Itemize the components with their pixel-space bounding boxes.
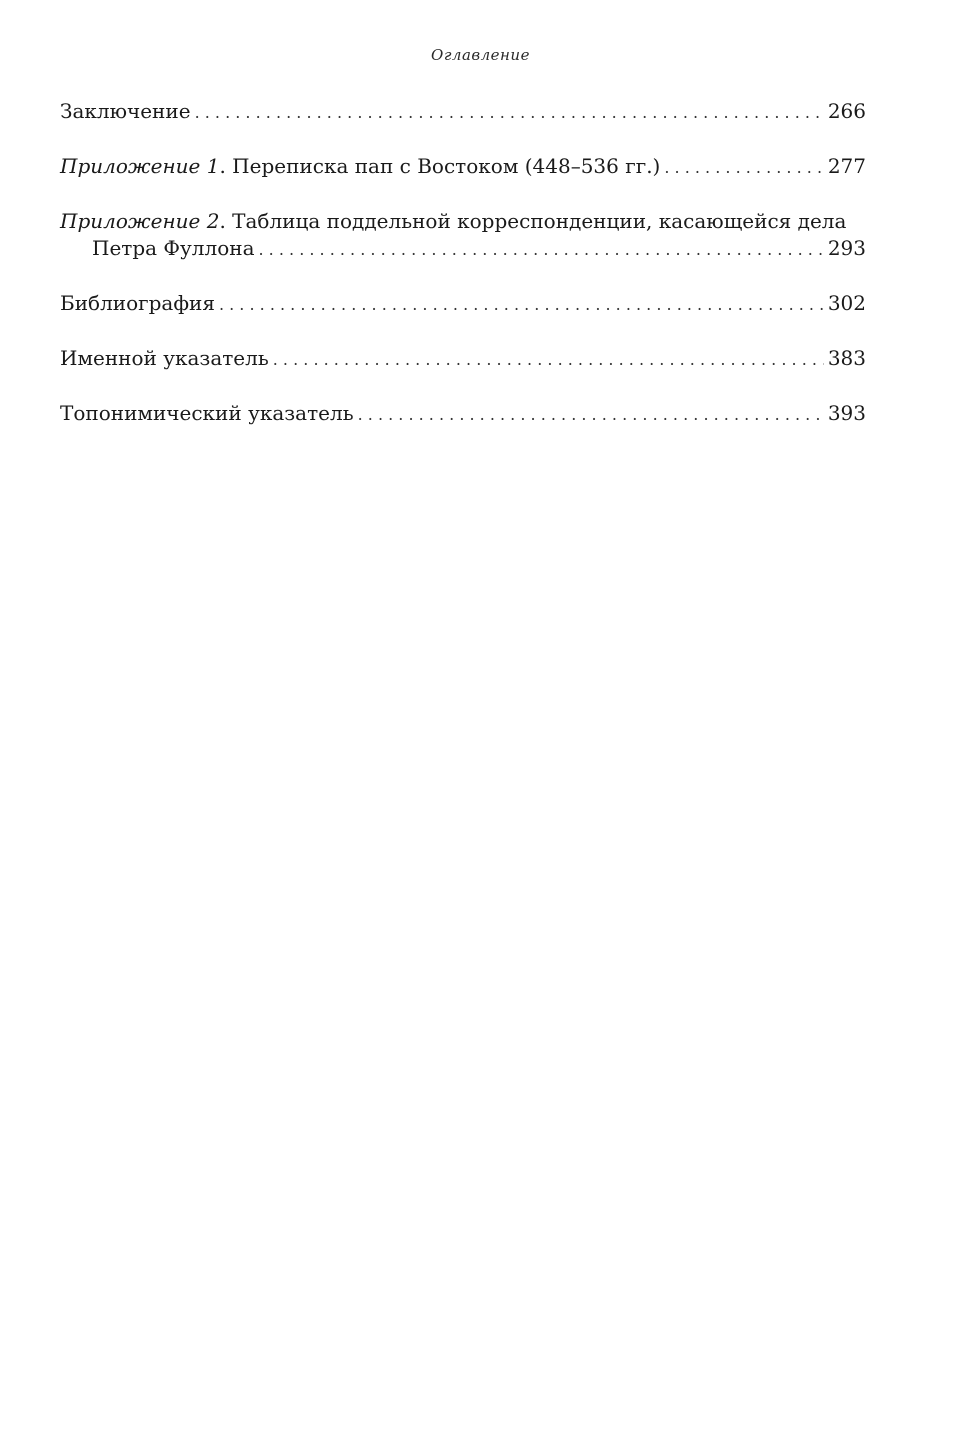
toc-line <box>60 208 866 235</box>
toc-entry-conclusion <box>60 98 866 126</box>
dot-leader <box>664 154 823 181</box>
running-head: Оглавление <box>431 46 530 64</box>
toc-entry-title: . Таблица поддельной корреспонденции, касающейся дела <box>219 209 847 233</box>
dot-leader <box>219 291 824 318</box>
toc-page-number: 302 <box>827 291 866 315</box>
toc-line <box>60 345 866 373</box>
toc-entry-bibliography <box>60 290 866 318</box>
dot-leader <box>195 99 824 126</box>
toc-entry-prefix: Приложение 1 <box>60 154 220 178</box>
toc-entry-label <box>60 208 846 235</box>
toc-page-number: 293 <box>827 236 866 260</box>
toc-entry-name-index <box>60 345 866 373</box>
toc-entry-label <box>60 153 660 180</box>
toc-page-number: 383 <box>827 346 866 370</box>
toc-entry-title: Топонимический указатель <box>60 401 354 425</box>
toc-entry-title: Заключение <box>60 99 191 123</box>
toc-entry-appendix-2 <box>60 208 866 263</box>
toc-line <box>60 400 866 428</box>
dot-leader <box>358 401 824 428</box>
toc-entry-prefix: Приложение 2 <box>60 209 220 233</box>
toc-entry-title: . Переписка пап с Востоком (448–536 гг.) <box>219 154 661 178</box>
toc-page-number: 393 <box>827 401 866 425</box>
toc-entry-title: Именной указатель <box>60 346 269 370</box>
toc-line <box>60 98 866 126</box>
toc-page-number: 277 <box>827 154 866 178</box>
toc-page-number: 266 <box>827 99 866 123</box>
toc-entry-appendix-1 <box>60 153 866 181</box>
toc-entry-place-index <box>60 400 866 428</box>
toc-entry-title: Библиография <box>60 291 215 315</box>
toc-line-continuation <box>60 235 866 263</box>
toc-entry-title-continued: Петра Фуллона <box>92 236 255 260</box>
table-of-contents <box>60 98 866 455</box>
toc-line <box>60 153 866 181</box>
dot-leader <box>273 346 824 373</box>
toc-line <box>60 290 866 318</box>
dot-leader <box>259 236 824 263</box>
